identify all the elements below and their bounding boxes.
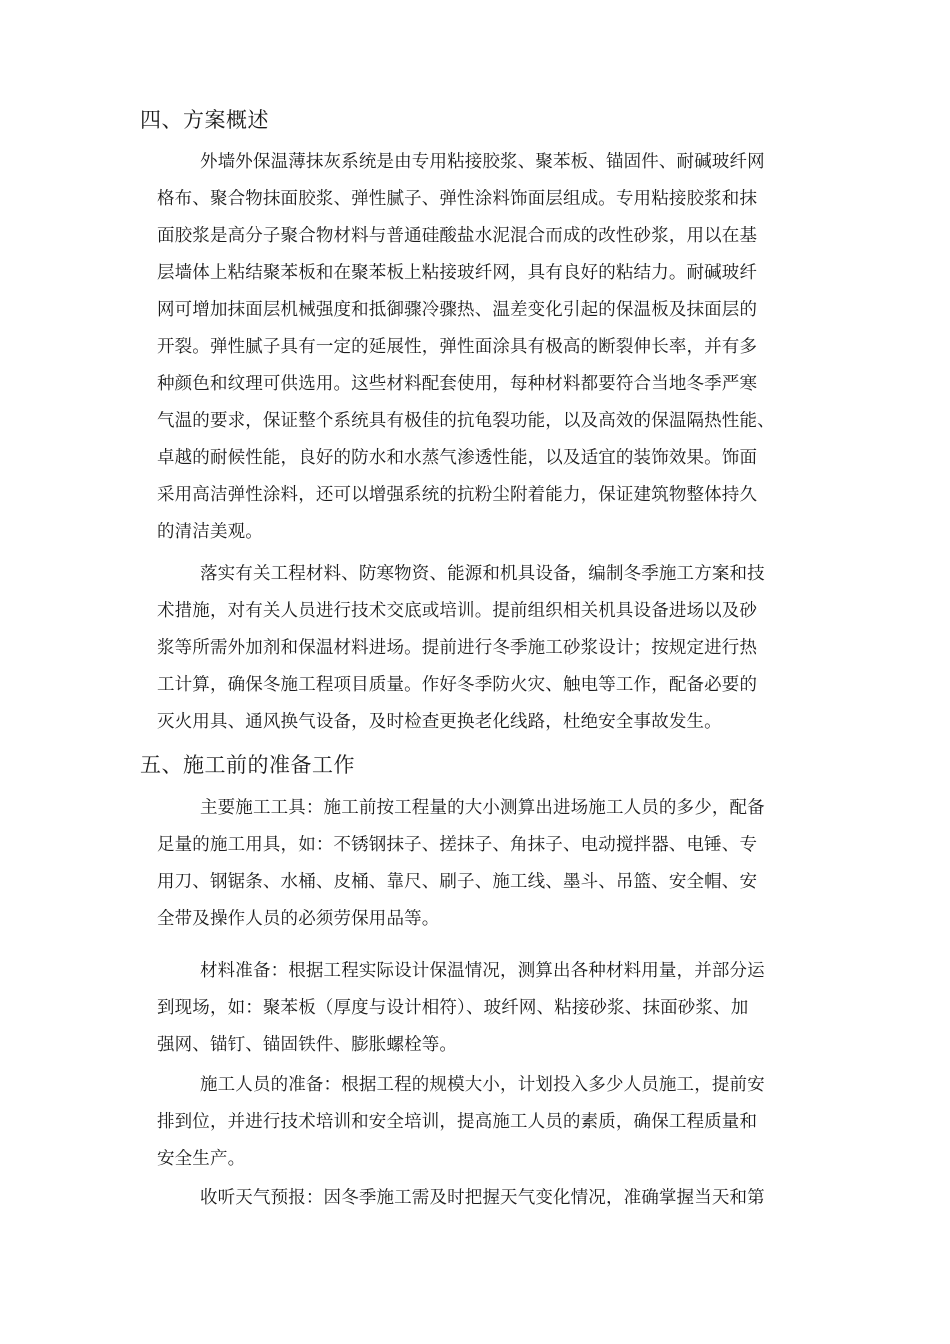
paragraph-line: 格布、聚合物抹面胶浆、弹性腻子、弹性涂料饰面层组成。专用粘接胶浆和抹 (157, 189, 758, 209)
paragraph-line: 采用高洁弹性涂料，还可以增强系统的抗粉尘附着能力，保证建筑物整体持久 (157, 485, 758, 505)
paragraph-line: 落实有关工程材料、防寒物资、能源和机具设备，编制冬季施工方案和技 (200, 564, 765, 584)
paragraph-line: 的清洁美观。 (157, 522, 263, 542)
paragraph-line: 术措施，对有关人员进行技术交底或培训。提前组织相关机具设备进场以及砂 (157, 601, 758, 621)
paragraph-line: 灭火用具、通风换气设备，及时检查更换老化线路，杜绝安全事故发生。 (157, 712, 722, 732)
paragraph-line: 强网、锚钉、锚固铁件、膨胀螺栓等。 (157, 1035, 458, 1055)
paragraph-line: 用刀、钢锯条、水桶、皮桶、靠尺、刷子、施工线、墨斗、吊篮、安全帽、安 (157, 872, 758, 892)
section-heading-5: 五、施工前的准备工作 (140, 753, 355, 777)
paragraph-line: 全带及操作人员的必须劳保用品等。 (157, 909, 440, 929)
paragraph-line: 安全生产。 (157, 1149, 246, 1169)
paragraph-line: 网可增加抹面层机械强度和抵御骤冷骤热、温差变化引起的保温板及抹面层的 (157, 300, 758, 320)
paragraph-line: 到现场，如：聚苯板（厚度与设计相符）、玻纤网、粘接砂浆、抹面砂浆、加 (157, 998, 749, 1018)
paragraph-line: 气温的要求，保证整个系统具有极佳的抗龟裂功能，以及高效的保温隔热性能、 (157, 411, 775, 431)
paragraph-line: 外墙外保温薄抹灰系统是由专用粘接胶浆、聚苯板、锚固件、耐碱玻纤网 (200, 152, 765, 172)
paragraph-line: 种颜色和纹理可供选用。这些材料配套使用，每种材料都要符合当地冬季严寒 (157, 374, 758, 394)
paragraph-line: 收听天气预报：因冬季施工需及时把握天气变化情况，准确掌握当天和第 (200, 1188, 765, 1208)
paragraph-line: 开裂。弹性腻子具有一定的延展性，弹性面涂具有极高的断裂伸长率，并有多 (157, 337, 758, 357)
paragraph-line: 足量的施工用具，如：不锈钢抹子、搓抹子、角抹子、电动搅拌器、电锤、专 (157, 835, 758, 855)
paragraph-line: 施工人员的准备：根据工程的规模大小，计划投入多少人员施工，提前安 (200, 1075, 765, 1095)
paragraph-line: 排到位，并进行技术培训和安全培训，提高施工人员的素质，确保工程质量和 (157, 1112, 758, 1132)
paragraph-line: 层墙体上粘结聚苯板和在聚苯板上粘接玻纤网，具有良好的粘结力。耐碱玻纤 (157, 263, 758, 283)
paragraph-line: 工计算，确保冬施工程项目质量。作好冬季防火灾、触电等工作，配备必要的 (157, 675, 758, 695)
paragraph-line: 材料准备：根据工程实际设计保温情况，测算出各种材料用量，并部分运 (200, 961, 765, 981)
paragraph-line: 浆等所需外加剂和保温材料进场。提前进行冬季施工砂浆设计；按规定进行热 (157, 638, 758, 658)
paragraph-line: 卓越的耐候性能，良好的防水和水蒸气渗透性能，以及适宜的装饰效果。饰面 (157, 448, 758, 468)
section-heading-4: 四、方案概述 (140, 108, 269, 132)
paragraph-line: 面胶浆是高分子聚合物材料与普通硅酸盐水泥混合而成的改性砂浆，用以在基 (157, 226, 758, 246)
paragraph-line: 主要施工工具：施工前按工程量的大小测算出进场施工人员的多少，配备 (200, 798, 765, 818)
